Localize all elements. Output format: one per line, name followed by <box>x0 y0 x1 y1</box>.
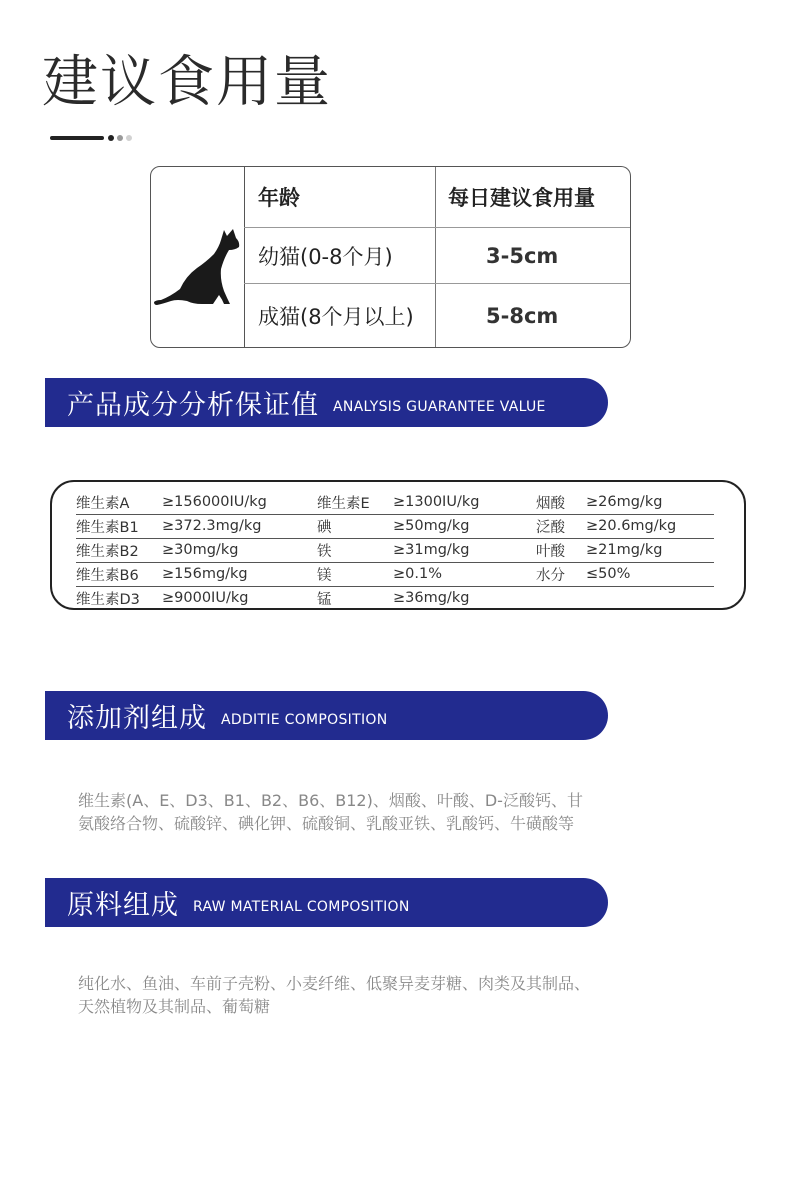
table-row <box>76 490 714 515</box>
nutrient-value: ≥1300IU/kg <box>393 494 480 510</box>
raw-material-text <box>78 972 678 1018</box>
table-row <box>244 284 630 347</box>
table-row <box>76 562 714 587</box>
section-title-cn: 添加剂组成 <box>67 703 207 734</box>
nutrient-value: ≥30mg/kg <box>162 542 239 558</box>
nutrient-value: ≥26mg/kg <box>586 494 663 510</box>
nutrient-name: 水分 <box>536 567 565 584</box>
nutrient-value: ≥156mg/kg <box>162 566 248 582</box>
nutrient-value: ≥156000IU/kg <box>162 494 267 510</box>
analysis-table <box>50 480 746 610</box>
nutrient-value: ≤50% <box>586 566 631 582</box>
feeding-guide <box>150 166 631 348</box>
age-cell: 幼猫(0-8个月) <box>244 228 436 283</box>
nutrient-value: ≥20.6mg/kg <box>586 518 677 534</box>
nutrient-name: 维生素B1 <box>76 519 139 536</box>
section-title-cn: 原料组成 <box>67 890 179 921</box>
age-header: 年龄 <box>244 167 436 227</box>
title-underline-decoration <box>50 134 140 142</box>
text-line: 氨酸络合物、硫酸锌、碘化钾、硫酸铜、乳酸亚铁、乳酸钙、牛磺酸等 <box>78 814 575 833</box>
nutrient-name: 泛酸 <box>536 519 565 536</box>
nutrient-value: ≥31mg/kg <box>393 542 470 558</box>
table-header-row <box>244 167 630 228</box>
cat-silhouette-icon <box>153 225 243 307</box>
nutrient-name: 维生素B2 <box>76 543 139 560</box>
nutrient-value: ≥0.1% <box>393 566 442 582</box>
section-title-en: ADDITIE COMPOSITION <box>221 711 388 728</box>
nutrient-name: 维生素A <box>76 495 130 512</box>
amount-cell: 3-5cm <box>486 243 559 268</box>
nutrient-name: 铁 <box>317 543 332 560</box>
nutrient-name: 维生素E <box>317 495 370 512</box>
amount-header: 每日建议食用量 <box>448 186 595 210</box>
additive-composition-text <box>78 789 678 835</box>
nutrient-name: 维生素D3 <box>76 591 140 608</box>
nutrient-value: ≥372.3mg/kg <box>162 518 262 534</box>
additive-section-header <box>45 691 608 740</box>
page-title: 建议食用量 <box>42 50 332 115</box>
table-row <box>76 586 714 610</box>
feeding-table <box>244 166 631 348</box>
age-cell: 成猫(8个月以上) <box>244 284 436 347</box>
nutrient-value: ≥36mg/kg <box>393 590 470 606</box>
nutrient-value: ≥21mg/kg <box>586 542 663 558</box>
section-title-en: RAW MATERIAL COMPOSITION <box>193 898 410 915</box>
nutrient-name: 叶酸 <box>536 543 565 560</box>
nutrient-name: 锰 <box>317 591 332 608</box>
nutrient-value: ≥9000IU/kg <box>162 590 249 606</box>
nutrient-name: 镁 <box>317 567 332 584</box>
nutrient-value: ≥50mg/kg <box>393 518 470 534</box>
section-title-en: ANALYSIS GUARANTEE VALUE <box>333 398 546 415</box>
nutrient-name: 碘 <box>317 519 332 536</box>
cat-icon-box <box>150 166 245 348</box>
text-line: 维生素(A、E、D3、B1、B2、B6、B12)、烟酸、叶酸、D-泛酸钙、甘 <box>78 791 583 810</box>
table-row <box>76 514 714 539</box>
raw-material-section-header <box>45 878 608 927</box>
nutrient-name: 烟酸 <box>536 495 565 512</box>
text-line: 天然植物及其制品、葡萄糖 <box>78 997 271 1016</box>
text-line: 纯化水、鱼油、车前子壳粉、小麦纤维、低聚异麦芽糖、肉类及其制品、 <box>78 974 591 993</box>
nutrient-name: 维生素B6 <box>76 567 139 584</box>
amount-cell: 5-8cm <box>486 303 559 328</box>
table-row <box>76 538 714 563</box>
analysis-section-header <box>45 378 608 427</box>
section-title-cn: 产品成分分析保证值 <box>67 390 319 421</box>
table-row <box>244 228 630 284</box>
